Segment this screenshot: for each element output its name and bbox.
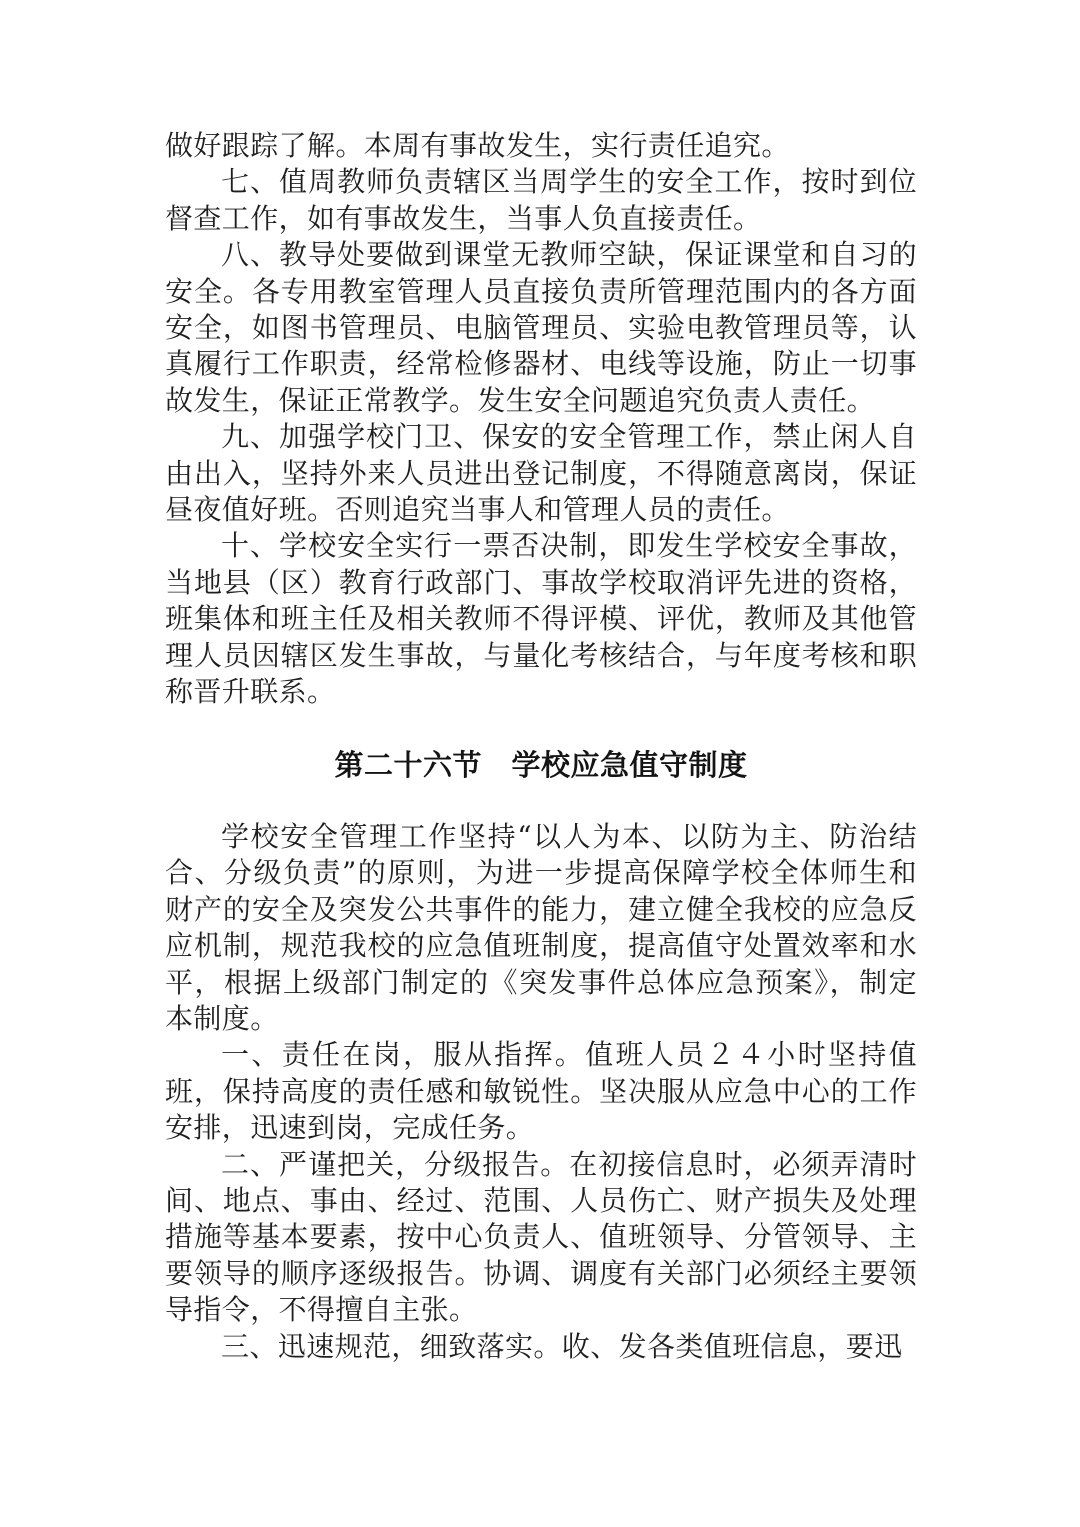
paragraph-intro: 学校安全管理工作坚持“以人为本、以防为主、防治结合、分级负责”的原则，为进一步提高保障学校全体师生和财产的安全及突发公共事件的能力，建立健全我校的应急反应机制，规范我校的应急值班制度，提高值守处置效率和水平，根据上级部门制定的《突发事件总体应急预案》，制定本制度。 bbox=[165, 819, 917, 1035]
paragraph-item-9: 九、加强学校门卫、保安的安全管理工作，禁止闲人自由出入，坚持外来人员进出登记制度，不得随意离岗，保证昼夜值好班。否则追究当事人和管理人员的责任。 bbox=[165, 420, 917, 527]
section-title: 第二十六节 学校应急值守制度 bbox=[334, 747, 748, 782]
paragraph-rule-1: 一、责任在岗，服从指挥。值班人员２４小时坚持值班，保持高度的责任感和敏锐性。坚决服从应急中心的工作安排，迅速到岗，完成任务。 bbox=[165, 1038, 917, 1145]
paragraph-continuation: 做好跟踪了解。本周有事故发生，实行责任追究。 bbox=[165, 129, 790, 162]
paragraph-item-10: 十、学校安全实行一票否决制，即发生学校安全事故，当地县（区）教育行政部门、事故学校取消评先进的资格，班集体和班主任及相关教师不得评模、评优，教师及其他管理人员因辖区发生事故，与量化考核结合，与年度考核和职称晋升联系。 bbox=[165, 529, 917, 709]
paragraph-item-7: 七、值周教师负责辖区当周学生的安全工作，按时到位督查工作，如有事故发生，当事人负直接责任。 bbox=[165, 165, 917, 235]
paragraph-rule-2: 二、严谨把关，分级报告。在初接信息时，必须弄清时间、地点、事由、经过、范围、人员伤亡、财产损失及处理措施等基本要素，按中心负责人、值班领导、分管领导、主要领导的顺序逐级报告。协调、调度有关部门必须经主要领导指令，不得擅自主张。 bbox=[165, 1147, 917, 1327]
paragraph-rule-3: 三、迅速规范，细致落实。收、发各类值班信息，要迅 bbox=[221, 1329, 903, 1363]
paragraph-item-8: 八、教导处要做到课堂无教师空缺，保证课堂和自习的安全。各专用教室管理人员直接负责所管理范围内的各方面安全，如图书管理员、电脑管理员、实验电教管理员等，认真履行工作职责，经常检修器材、电线等设施，防止一切事故发生，保证正常教学。发生安全问题追究负责人责任。 bbox=[165, 238, 917, 417]
document-body bbox=[165, 128, 917, 1365]
